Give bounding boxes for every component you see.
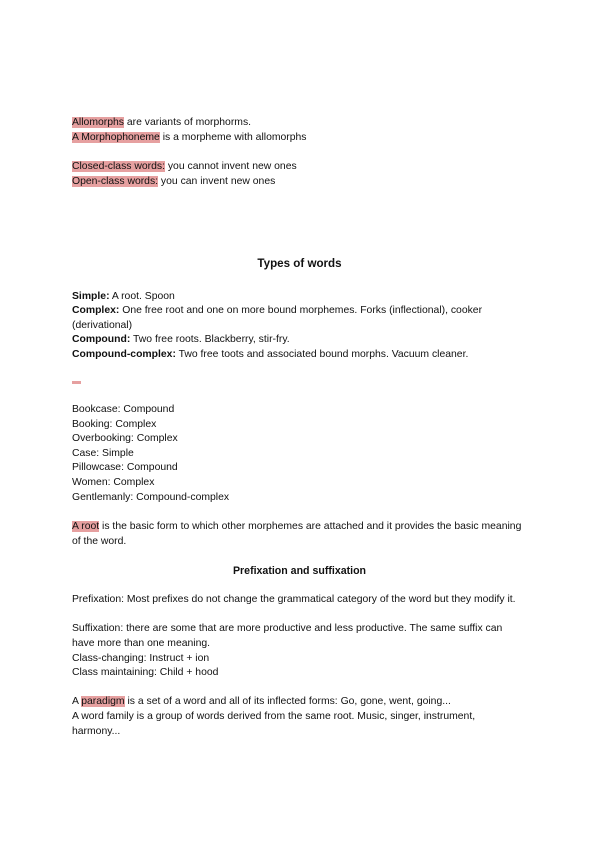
type-compound-complex [72,348,468,363]
example-item: Overbooking: Complex [72,433,178,444]
type-compound [72,333,290,348]
example-item: Case: Simple [72,448,134,459]
closed-class-definition: you cannot invent new ones [164,161,297,172]
class-maintaining-line: Class maintaining: Child + hood [72,667,219,678]
types-heading: Types of words [257,257,342,270]
type-description: Two free roots. Blackberry, stir-fry. [130,334,290,345]
type-simple [72,290,175,305]
prefixation-heading: Prefixation and suffixation [232,565,367,577]
class-changing-line: Class-changing: Instruct + ion [72,653,210,664]
paradigm-line [72,695,451,710]
example-item: Gentlemanly: Compound-complex [72,492,230,503]
morphophoneme-definition: is a morpheme with allomorphs [159,132,307,143]
type-description: A root. Spoon [109,291,175,302]
example-item: Pillowcase: Compound [72,462,178,473]
suffixation-line: Suffixation: there are some that are more productive and less productive. The same suffix can have more than one meaning. [72,623,503,649]
open-class-definition: you can invent new ones [158,176,276,187]
highlight-mark [72,381,81,384]
type-term: Compound: [72,334,131,345]
type-complex [72,304,522,334]
closed-class-term: Closed-class words: [72,161,165,172]
word-family-line: A word family is a group of words derived from the same root. Music, singer, instrument, harmony... [72,711,476,737]
prefixation-line: Prefixation: Most prefixes do not change the grammatical category of the word but they modify it. [72,594,516,605]
root-term: A root [72,521,100,532]
example-item: Booking: Complex [72,419,157,430]
type-description: Two free toots and associated bound morphs. Vacuum cleaner. [175,349,469,360]
morphophoneme-line [72,131,307,146]
root-description: is the basic form to which other morphemes are attached and it provides the basic meaning of the word. [72,521,522,547]
paradigm-description: is a set of a word and all of its inflected forms: Go, gone, went, going... [124,696,451,707]
open-class-line [72,175,275,190]
type-term: Complex: [72,305,120,316]
morphophoneme-term: A Morphophoneme [72,132,160,143]
paradigm-term: paradigm [81,696,125,707]
example-item: Women: Complex [72,477,155,488]
allomorphs-term: Allomorphs [72,117,124,128]
example-item: Bookcase: Compound [72,404,175,415]
open-class-term: Open-class words: [72,176,159,187]
type-term: Compound-complex: [72,349,176,360]
type-description: One free root and one on more bound morphemes. Forks (inflectional), cooker (derivational) [72,305,483,331]
allomorphs-definition: are variants of morphorms. [123,117,252,128]
root-definition [72,520,522,550]
paradigm-prefix: A [72,696,82,707]
allomorphs-line [72,116,251,131]
type-term: Simple: [72,291,110,302]
closed-class-line [72,160,297,175]
